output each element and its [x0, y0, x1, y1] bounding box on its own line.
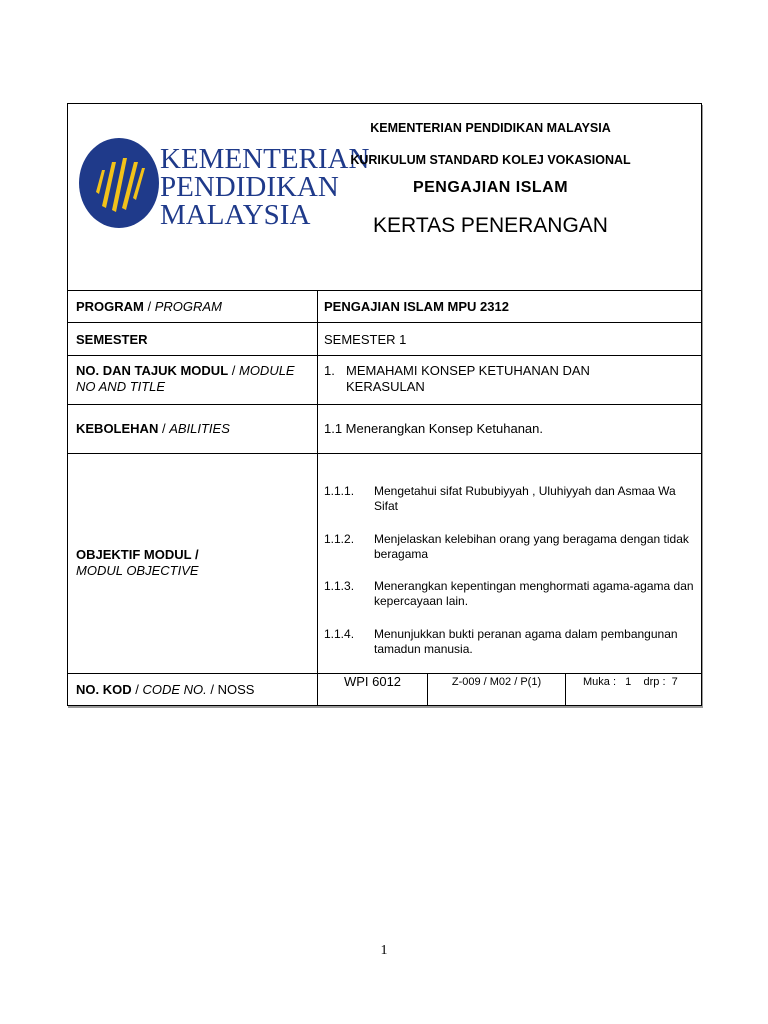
row-divider [68, 290, 701, 291]
document-table: KEMENTERIAN PENDIDIKAN MALAYSIA KEMENTERIAN PENDIDIKAN MALAYSIA KURIKULUM STANDARD KOLEJ VOKASIONAL PENGAJIAN ISLAM KERTAS PENERANGAN PROGRAM / PROGRAM PENGAJIAN ISLAM MPU 2312 SEMESTER SEMESTER 1 NO. DAN TAJUK MODUL / MODULE NO AND TITLE 1. MEMAHAMI KONSEP KETUHANAN DAN KERASULAN KEBOLEHAN / ABILITIES 1.1 Menerangkan Konsep Ketuhanan. OBJEKTIF MODUL / MODUL OBJECTIVE 1.1.1. Mengetahui sifat Rububiyyah , Uluhiyyah dan Asmaa Wa Sifat 1.1.2. Menjelaskan kelebihan orang yang beragama dengan tidak beragama 1.1.3. Menerangkan kepentingan menghormati agama-agama dan kepercayaan lain. 1.1.4. Menunjukkan bukti peranan agama dalam pembangunan tamadun manusia. NO. KOD / CODE NO. / NOSS WPI 6012 Z-009 / M02 / P(1) Muka : 1 drp : 7 [67, 103, 702, 706]
page-of-pages: Muka : 1 drp : 7 [583, 676, 678, 688]
curriculum-title: KURIKULUM STANDARD KOLEJ VOKASIONAL [350, 153, 631, 167]
reference-code: Z-009 / M02 / P(1) [451, 676, 542, 688]
ministry-logo [78, 132, 370, 232]
objective-label: OBJEKTIF MODUL / MODUL OBJECTIVE [76, 547, 199, 578]
row-divider [68, 453, 701, 454]
program-label: PROGRAM / PROGRAM [76, 299, 222, 314]
wpi-code: WPI 6012 [343, 674, 402, 689]
logo-word-1: KEMENTERIAN [160, 143, 370, 175]
row-divider [68, 404, 701, 405]
logo-word-2: PENDIDIKAN [160, 171, 339, 203]
semester-value: SEMESTER 1 [324, 332, 407, 347]
row-divider [68, 322, 701, 323]
abilities-value: 1.1 Menerangkan Konsep Ketuhanan. [324, 421, 544, 436]
row-divider [68, 355, 701, 356]
logo-word-3: MALAYSIA [160, 199, 311, 231]
column-divider [317, 290, 318, 706]
code-label: NO. KOD / CODE NO. / NOSS [76, 682, 255, 697]
column-divider [565, 673, 566, 706]
abilities-label: KEBOLEHAN / ABILITIES [76, 421, 230, 436]
ministry-title: KEMENTERIAN PENDIDIKAN MALAYSIA [370, 121, 611, 135]
page-number: 1 [380, 943, 388, 958]
document-type-title: KERTAS PENERANGAN [373, 214, 608, 237]
program-value: PENGAJIAN ISLAM MPU 2312 [324, 299, 509, 314]
semester-label: SEMESTER [76, 332, 148, 347]
subject-title: PENGAJIAN ISLAM [412, 179, 569, 196]
module-label: NO. DAN TAJUK MODUL / MODULE NO AND TITLE [76, 363, 295, 394]
